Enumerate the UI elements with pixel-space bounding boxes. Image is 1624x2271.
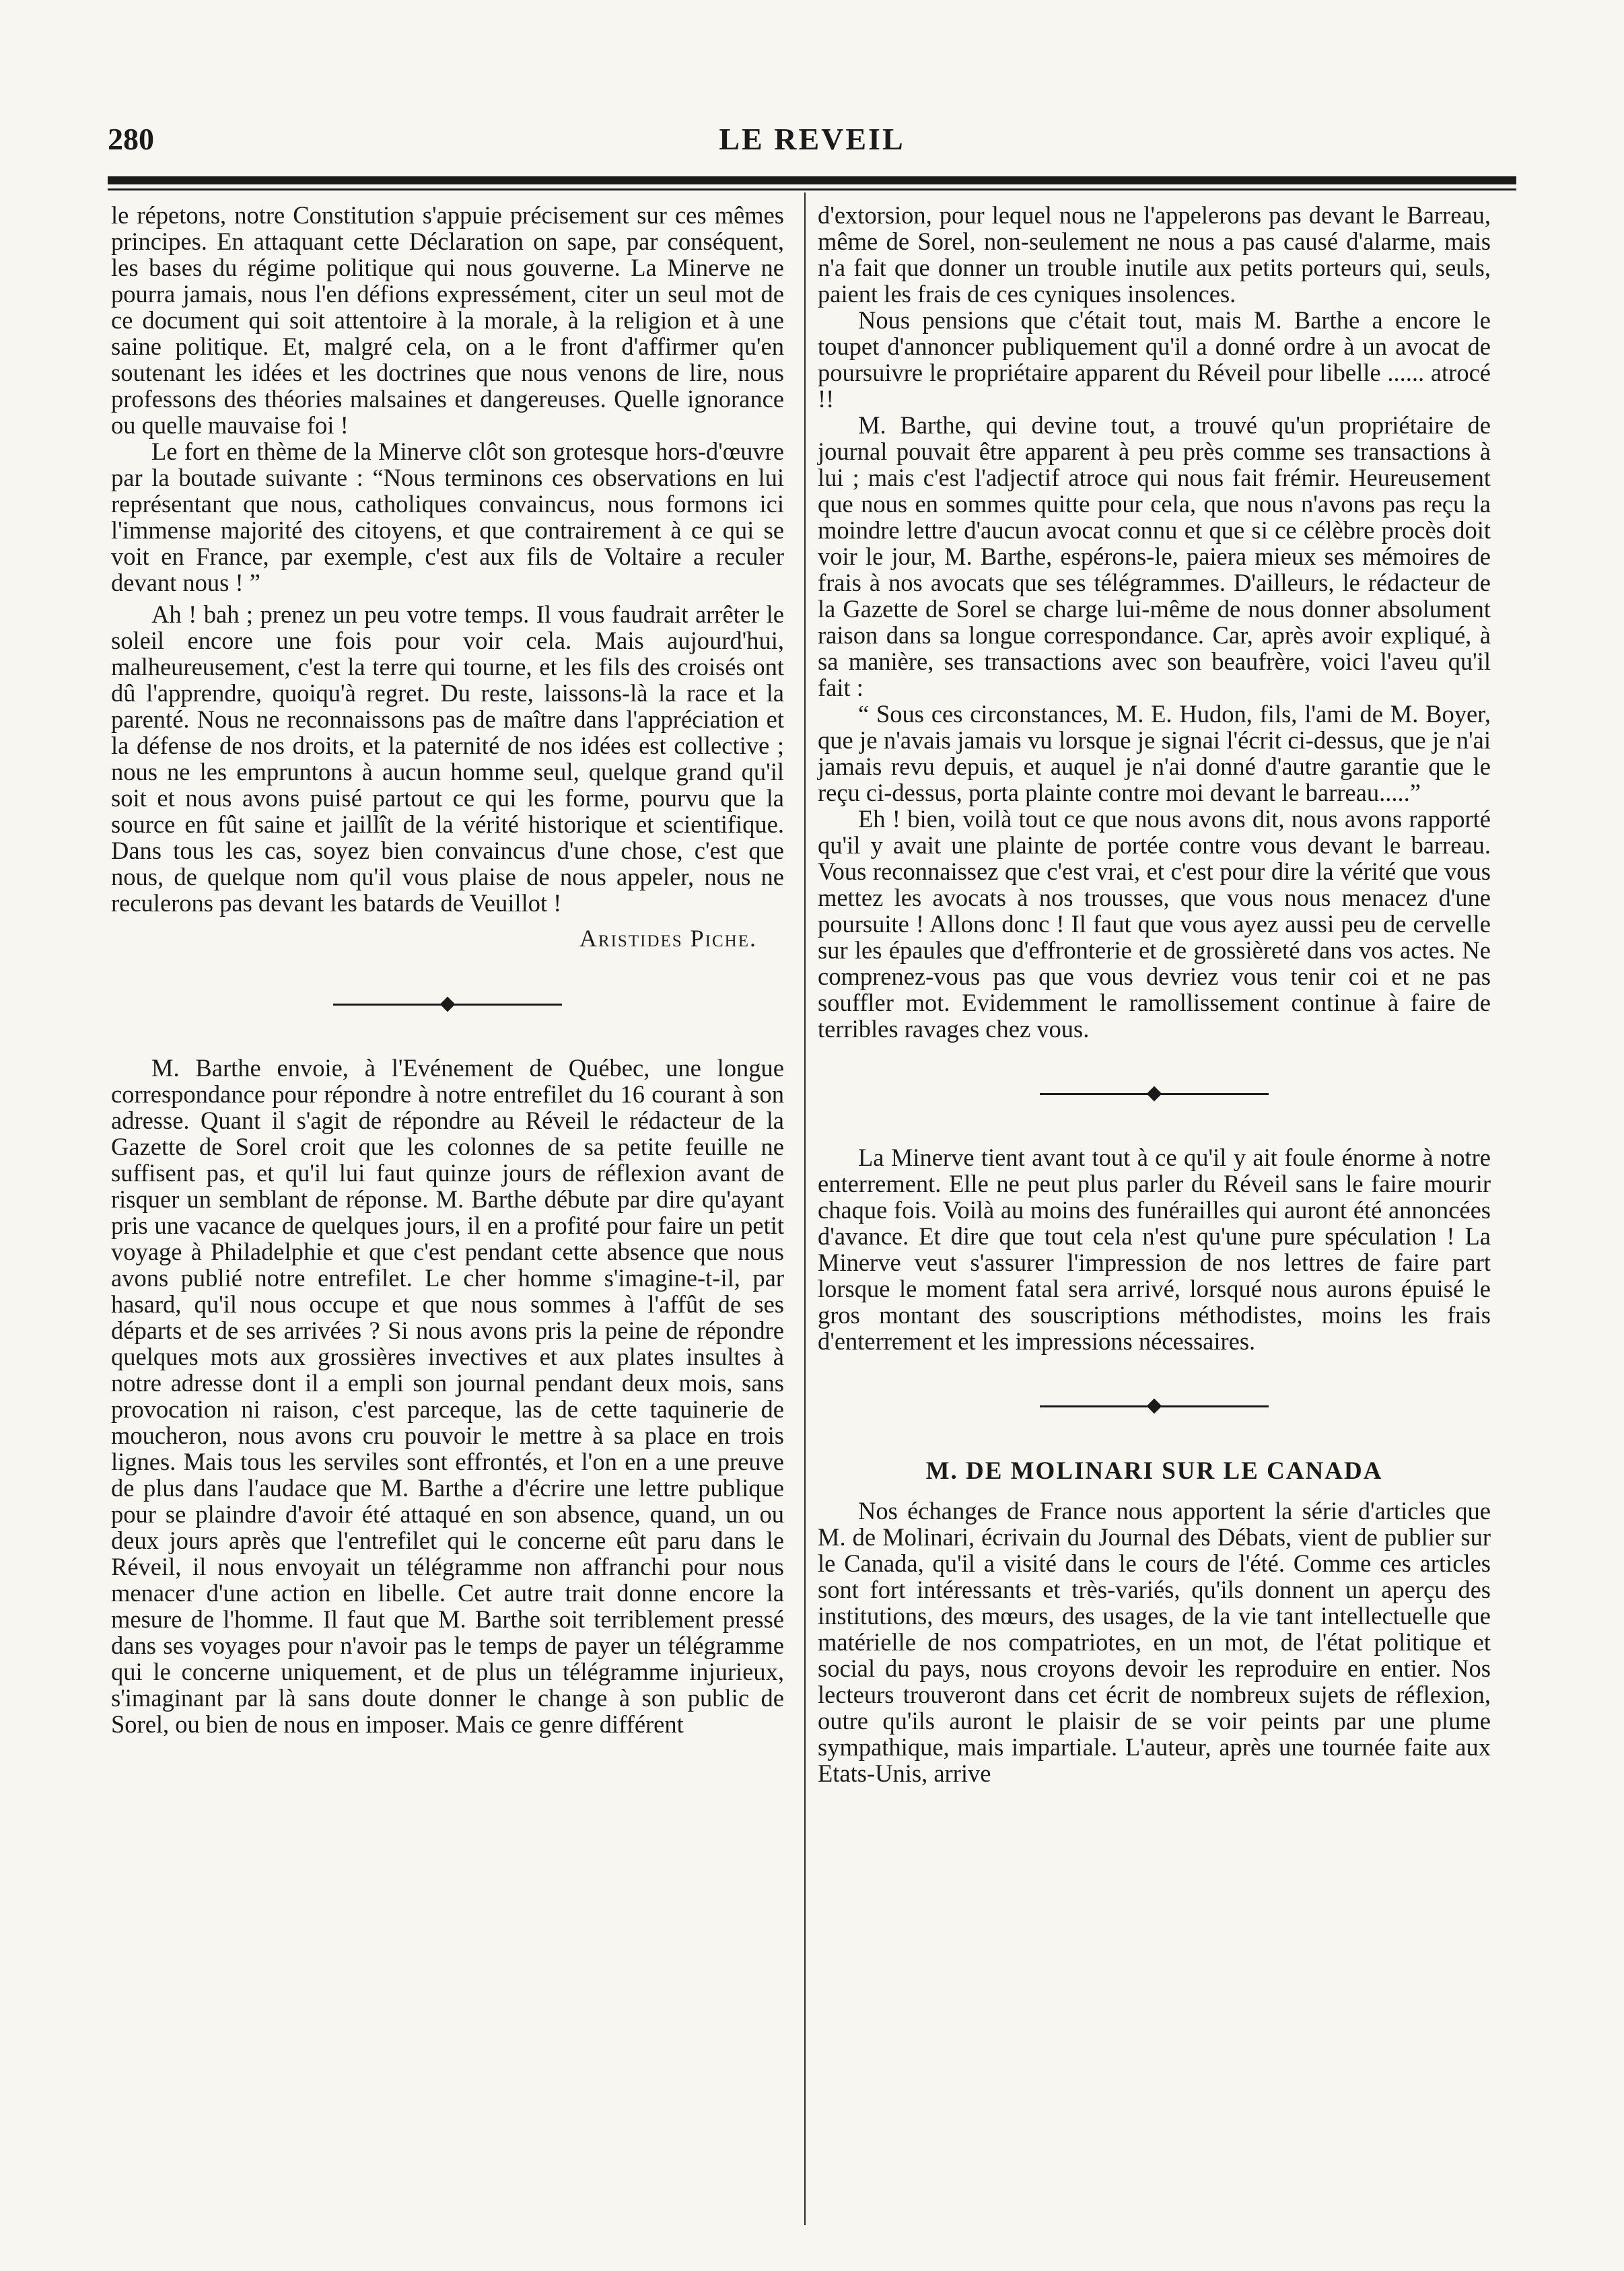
article-paragraph: Nous pensions que c'était tout, mais M. Barthe a encore le toupet d'annoncer publiquement qu'il a donné ordre à un avocat de poursuivre le propriétaire apparent du Réveil pour libelle ...... atrocé !! (818, 306, 1491, 413)
article-paragraph: Ah ! bah ; prenez un peu votre temps. Il vous faudrait arrêter le soleil encore une fois pour voir cela. Mais aujourd'hui, malheureusement, c'est la terre qui tourne, et les fils des croisés ont dû l'apprendre, quoiqu'à regret. Du reste, laissons-là la race et la parenté. Nous ne reconnaissons pas de maître dans l'appréciation et la défense de nos droits, et la paternité de nos idées est collective ; nous ne les empruntons à aucun homme seul, quelque grand qu'il soit et nous avons puisé partout ce qui les forme, pourvu que la source en fût saine et jaillît de la vérité historique et scientifique. Dans tous les cas, soyez bien convaincus d'une chose, c'est que nous, de quelque nom qu'il vous plaise de nous appeler, nous ne reculerons pas devant les batards de Veuillot ! (111, 600, 784, 917)
article-paragraph: M. Barthe envoie, à l'Evénement de Québec, une longue correspondance pour répondre à notre entrefilet du 16 courant à son adresse. Quant il s'agit de répondre au Réveil le rédacteur de la Gazette de Sorel croit que les colonnes de sa petite feuille ne suffisent pas, et qu'il lui faut quinze jours de réflexion avant de risquer un semblant de réponse. M. Barthe débute par dire qu'ayant pris une vacance de quelques jours, il en a profité pour faire un petit voyage à Philadelphie et que c'est pendant cette absence que nous avons publié notre entrefilet. Le cher homme s'imagine-t-il, par hasard, qu'il nous occupe et que nous sommes à l'affût de ses départs et de ses arrivées ? Si nous avons pris la peine de répondre quelques mots aux grossières invectives et aux plates insultes à notre adresse dont il a empli son journal pendant deux mois, sans provocation ni raison, c'est parceque, las de cette taquinerie de moucheron, nous avons cru pouvoir le mettre à sa place en trois lignes. Mais tous les serviles sont effrontés, et l'on en a une preuve de plus dans l'audace que M. Barthe a d'écrire une lettre publique pour se plaindre d'avoir été attaqué en son absence, quand, un ou deux jours après que l'entrefilet qui le concerne eût paru dans le Réveil, il nous envoyait un télégramme non affranchi pour nous menacer d'une action en libelle. Cet autre trait donne encore la mesure de l'homme. Il faut que M. Barthe soit terriblement pressé dans ses voyages pour n'avoir pas le temps de payer un télégramme qui le concerne uniquement, et de plus un télégramme injurieux, s'imaginant par là sans doute donner le change à son public de Sorel, ou bien de nous en imposer. Mais ce genre différent (111, 1054, 784, 1738)
header-rule-thick (108, 176, 1516, 184)
article-paragraph: M. Barthe, qui devine tout, a trouvé qu'un propriétaire de journal pouvait être apparent à peu près comme ses transactions à lui ; mais c'est l'adjectif atroce qui nous fait frémir. Heureusement que nous en sommes quitte pour cela, que nous n'avons pas reçu la moindre lettre d'aucun avocat connu et que si ce célèbre procès doit voir le jour, M. Barthe, espérons-le, paiera mieux ses mémoires de frais à nos avocats que ses télégrammes. D'ailleurs, le rédacteur de la Gazette de Sorel se charge lui-même de nous donner absolument raison dans sa longue correspondance. Car, après avoir expliqué, à sa manière, ses transactions avec son beaufrère, voici l'aveu qu'il fait : (818, 411, 1491, 701)
section-separator-ornament (1040, 1396, 1269, 1416)
article-paragraph: La Minerve tient avant tout à ce qu'il y ait foule énorme à notre enterrement. Elle ne peut plus parler du Réveil sans le faire mourir chaque fois. Voilà au moins des funérailles qui auront été annoncées d'avance. Et dire que tout cela n'est qu'une pure spéculation ! La Minerve veut s'assurer l'impression de nos lettres de faire part lorsque le moment fatal sera arrivé, lorsqué nous aurons épuisé le gros montant des souscriptions méthodistes, moins les frais d'enterrement et les impressions nécessaires. (818, 1144, 1491, 1355)
left-column (111, 202, 784, 1737)
quoted-paragraph: “ Sous ces circonstances, M. E. Hudon, fils, l'ami de M. Boyer, que je n'avais jamais vu lorsque je signai l'écrit ci-dessus, que je n'ai jamais revu depuis, et auquel je n'ai donné d'autre garantie que le reçu ci-dessus, porta plainte contre moi devant le barreau.....” (818, 700, 1491, 806)
author-signature: Aristides Piche. (579, 925, 757, 952)
article-paragraph: Eh ! bien, voilà tout ce que nous avons dit, nous avons rapporté qu'il y avait une plainte de portée contre vous devant le barreau. Vous reconnaissez que c'est vrai, et c'est pour dire la vérité que vous mettez les avocats à nos trousses, que vous nous menacez d'une poursuite ! Allons donc ! Il faut que vous ayez aussi peu de cervelle sur les épaules que d'effronterie et de grossièreté dans vos actes. Ne comprenez-vous pas que vous devriez vous tenir coi et ne pas souffler mot. Evidemment le ramollissement continue à faire de terribles ravages chez vous. (818, 805, 1491, 1043)
running-head (108, 114, 1516, 162)
article-paragraph: d'extorsion, pour lequel nous ne l'appelerons pas devant le Barreau, même de Sorel, non-seulement ne nous a pas causé d'alarme, mais n'a fait que donner un trouble inutile aux petits porteurs qui, seuls, paient les frais de ces cyniques insolences. (818, 201, 1491, 308)
header-rule-thin (108, 188, 1516, 190)
journal-name: LE REVEIL (719, 122, 905, 156)
section-heading: M. DE MOLINARI SUR LE CANADA (925, 1457, 1383, 1485)
page-number: 280 (108, 122, 154, 156)
article-paragraph: Nos échanges de France nous apportent la série d'articles que M. de Molinari, écrivain du Journal des Débats, vient de publier sur le Canada, qu'il a visité dans le cours de l'été. Comme ces articles sont fort intéressants et très-variés, qu'ils donnent un aperçu des institutions, des mœurs, des usages, de la vie tant intellectuelle que matérielle de nos compatriotes, en un mot, de l'état politique et social du pays, nous croyons devoir les reproduire en entier. Nos lecteurs trouveront dans cet écrit de nombreux sujets de réflexion, outre qu'ils auront le plaisir de se voir peints par une plume sympathique, mais impartiale. L'auteur, après une tournée faite aux Etats-Unis, arrive (818, 1497, 1491, 1787)
section-separator-ornament (333, 994, 562, 1014)
column-divider (804, 193, 806, 2225)
right-column (818, 202, 1491, 1786)
section-separator-ornament (1040, 1084, 1269, 1104)
article-paragraph: Le fort en thème de la Minerve clôt son grotesque hors-d'œuvre par la boutade suivante : “Nous terminons ces observations en lui représentant que nous, catholiques convaincus, nous formons ici l'immense majorité des citoyens, et que contrairement à ce qui se voit en France, par exemple, c'est aux fils de Voltaire a reculer devant nous ! ” (111, 438, 784, 596)
article-paragraph: le répetons, notre Constitution s'appuie précisement sur ces mêmes principes. En attaquant cette Déclaration on sape, par conséquent, les bases du régime politique qui nous gouverne. La Minerve ne pourra jamais, nous l'en défions expressément, citer un seul mot de ce document qui soit attentoire à la morale, à la religion et à une saine politique. Et, malgré cela, on a le front d'affirmer qu'en soutenant les idées et les doctrines que nous venons de lire, nous professons des théories malsaines et dangereuses. Quelle ignorance ou quelle mauvaise foi ! (111, 201, 784, 439)
